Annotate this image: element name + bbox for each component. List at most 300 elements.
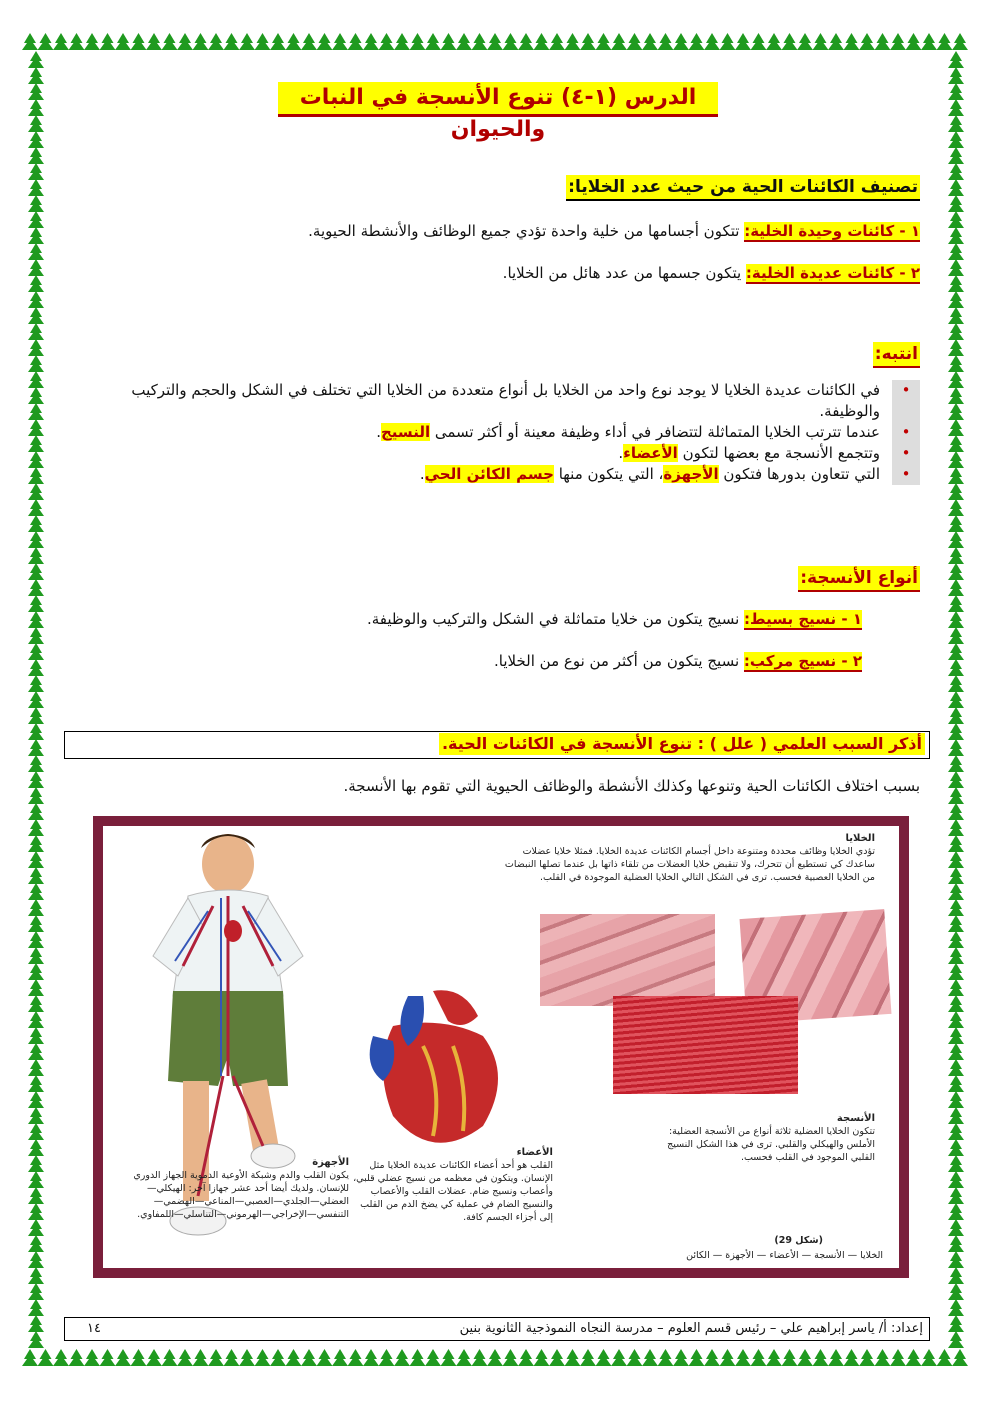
tree-icon [28,451,44,468]
tree-icon [425,33,441,50]
item-text: يتكون جسمها من عدد هائل من الخلايا. [502,264,746,282]
tree-icon [332,1349,348,1366]
item-text: تتكون أجسامها من خلية واحدة تؤدي جميع الوظائف والأنشطة الحيوية. [308,222,745,240]
tree-icon [534,33,550,50]
tree-icon [270,33,286,50]
tree-icon [565,1349,581,1366]
tree-icon [766,1349,782,1366]
tree-icon [859,33,875,50]
tree-icon [948,179,964,196]
tree-icon [348,33,364,50]
tree-icon [948,467,964,484]
tree-icon [208,33,224,50]
tree-icon [28,531,44,548]
tree-icon [948,1139,964,1156]
tree-icon [28,1283,44,1300]
term-organism: جسم الكائن الحي [424,465,554,483]
tree-icon [948,1283,964,1300]
tree-icon [28,339,44,356]
tree-icon [813,33,829,50]
tree-icon [704,1349,720,1366]
tree-icon [580,1349,596,1366]
tree-icon [394,33,410,50]
bullet-text: وتتجمع الأنسجة مع بعضها لتكون [677,444,880,462]
tree-icon [410,1349,426,1366]
tree-icon [782,33,798,50]
tree-icon [844,33,860,50]
tree-icon [28,563,44,580]
tree-icon [948,691,964,708]
tree-icon [948,211,964,228]
tree-icon [115,1349,131,1366]
list-item [82,422,920,443]
tree-icon [100,33,116,50]
tree-icon [948,51,964,68]
tree-icon [239,1349,255,1366]
tree-icon [689,33,705,50]
tree-icon [689,1349,705,1366]
tree-icon [948,899,964,916]
tree-icon [425,1349,441,1366]
tree-icon [948,483,964,500]
tree-icon [948,1091,964,1108]
tree-icon [503,1349,519,1366]
tree-icon [162,33,178,50]
tree-icon [952,1349,968,1366]
classification-item-1 [60,220,920,242]
tree-icon [131,33,147,50]
tree-icon [948,579,964,596]
tree-icon [28,1075,44,1092]
tree-icon [472,1349,488,1366]
figure-caption: الخلايا — الأنسجة — الأعضاء — الأجهزة — الكائن [686,1250,883,1261]
tree-icon [28,131,44,148]
tree-icon [28,1027,44,1044]
tree-icon [28,675,44,692]
item-label: ٢ - نسيج مركب: [743,652,862,670]
tree-icon [146,33,162,50]
tree-icon [948,99,964,116]
tree-icon [720,1349,736,1366]
tree-icon [379,1349,395,1366]
tree-icon [193,1349,209,1366]
tree-icon [673,33,689,50]
tree-icon [875,33,891,50]
tree-icon [28,835,44,852]
tissue-types-heading: أنواع الأنسجة: [798,566,920,592]
tree-icon [28,275,44,292]
tree-icon [28,755,44,772]
author-credit: إعداد: أ/ ياسر إبراهيم علي – رئيس قسم العلوم – مدرسة النجاه النموذجية الثانوية بنين [459,1321,923,1336]
tree-icon [255,33,271,50]
tree-icon [948,1075,964,1092]
tree-icon [84,33,100,50]
tree-icon [503,33,519,50]
tree-icon [28,995,44,1012]
item-label: ١ - كائنات وحيدة الخلية: [744,222,920,240]
tree-icon [549,1349,565,1366]
tree-icon [596,1349,612,1366]
tree-icon [301,33,317,50]
tree-icon [131,1349,147,1366]
item-text: نسيج يتكون من خلايا متماثلة في الشكل والتركيب والوظيفة. [366,610,745,628]
tree-icon [28,1139,44,1156]
tree-icon [28,643,44,660]
tree-icon [948,371,964,388]
tree-icon [28,147,44,164]
tree-icon [28,323,44,340]
tree-icon [704,33,720,50]
note-heading: انتبه: [873,342,920,368]
tree-icon [177,1349,193,1366]
tree-icon [875,1349,891,1366]
tree-icon [28,1203,44,1220]
tree-icon [948,115,964,132]
punct: . [419,465,425,483]
tree-icon [28,691,44,708]
tree-icon [28,1011,44,1028]
cells-text: تؤدي الخلايا وظائف محددة ومتنوعة داخل أجسام الكائنات عديدة الخلايا. فمثلا خلايا عضلات ساعدك كي تستطيع أن تتحرك، ولا تنقبض خلايا العضلات من تلقاء ذاتها بل عندما تصلها النبضات من الخلايا العصبية فحسب. ترى في الشكل التالي الخلايا العضلية الموجودة في القلب. [504,846,875,883]
tree-icon [948,1251,964,1268]
tree-icon [28,83,44,100]
tissue-figure [93,816,909,1278]
tree-icon [28,435,44,452]
tree-icon [813,1349,829,1366]
tree-icon [28,99,44,116]
bullet-text: عندما تترتب الخلايا المتماثلة لتتضافر في أداء وظيفة معينة أو أكثر تسمى [430,423,880,441]
tree-icon [948,403,964,420]
item-text: نسيج يتكون من أكثر من نوع من الخلايا. [494,652,744,670]
tree-icon [363,1349,379,1366]
muscle-tissue-image-3 [613,996,798,1094]
heart-illustration [353,986,523,1166]
muscle-tissue-image-1 [540,914,715,1006]
tree-icon [658,33,674,50]
tree-icon [28,403,44,420]
tree-icon [28,963,44,980]
punct: . [376,423,381,441]
term-systems: الأجهزة [663,465,719,483]
tree-icon [782,1349,798,1366]
tree-icon [658,1349,674,1366]
tree-icon [642,33,658,50]
systems-text: يكون القلب والدم وشبكة الأوعية الدموية الجهاز الدوري للإنسان. ولديك أيضا أحد عشر جهازا آخر: الهيكلي—العضلي—الجلدي—العصبي—المناعي—الهضمي—التنفسي—الإخراجي—الهرموني—التناسلي—اللمفاوي. [133,1170,349,1220]
tree-icon [948,515,964,532]
tree-icon [410,33,426,50]
tree-icon [255,1349,271,1366]
tree-icon [948,1107,964,1124]
tree-icon [28,67,44,84]
tree-icon [735,33,751,50]
tree-icon [948,1219,964,1236]
tree-icon [948,499,964,516]
tree-icon [948,1123,964,1140]
tree-icon [28,915,44,932]
tree-icon [948,1059,964,1076]
list-item [82,443,920,464]
tree-icon [115,33,131,50]
tree-icon [28,515,44,532]
tree-icon [28,867,44,884]
tree-icon [28,419,44,436]
organs-title: الأعضاء [516,1147,553,1158]
tree-icon [906,33,922,50]
tree-icon [948,131,964,148]
tree-icon [69,1349,85,1366]
tree-icon [948,195,964,212]
tree-icon [456,1349,472,1366]
tree-icon [751,33,767,50]
classification-item-2 [60,262,920,284]
tree-icon [948,675,964,692]
tree-icon [28,179,44,196]
bullet-icon: • [892,464,920,485]
tree-icon [69,33,85,50]
classification-heading: تصنيف الكائنات الحية من حيث عدد الخلايا: [566,175,920,201]
tree-icon [28,1219,44,1236]
tree-icon [28,1059,44,1076]
tree-icon [948,1331,964,1348]
tree-icon [317,1349,333,1366]
organs-text: القلب هو أحد أعضاء الكائنات عديدة الخلايا مثل الإنسان. ويتكون في معظمه من نسيج عضلي قلبي، وأعصاب ونسيج ضام. عضلات القلب والأعصاب والنسيج الضام في عملية كي يضخ الدم من القلب إلى أجزاء الجسم كافة. [353,1160,553,1223]
term-tissue: النسيج [381,423,431,441]
tree-icon [28,467,44,484]
figure-paper [103,826,899,1268]
tree-icon [948,867,964,884]
tissues-caption [645,1112,875,1164]
tree-icon [948,1203,964,1220]
tree-icon [642,1349,658,1366]
tree-icon [948,659,964,676]
list-item [82,380,920,422]
tree-icon [948,547,964,564]
tree-icon [22,1349,38,1366]
tree-icon [948,259,964,276]
systems-caption [129,1156,349,1221]
item-label: ١ - نسيج بسيط: [744,610,862,628]
tree-icon [28,1107,44,1124]
tree-icon [948,883,964,900]
tree-icon [948,243,964,260]
tree-icon [948,723,964,740]
tree-icon [611,1349,627,1366]
bullet-text: ، التي يتكون منها [553,465,664,483]
tree-icon [906,1349,922,1366]
tree-icon [948,627,964,644]
tree-icon [28,1331,44,1348]
tree-icon [948,1043,964,1060]
tree-icon [162,1349,178,1366]
tree-icon [534,1349,550,1366]
tree-icon [565,33,581,50]
tree-icon [948,787,964,804]
tree-icon [948,355,964,372]
reason-box [64,731,930,759]
bullet-icon: • [892,443,920,464]
tree-icon [472,33,488,50]
tree-icon [28,819,44,836]
tree-icon [28,787,44,804]
tree-icon [948,947,964,964]
tree-icon [28,771,44,788]
tree-icon [948,339,964,356]
note-list [82,380,920,485]
tree-icon [828,1349,844,1366]
tree-icon [28,547,44,564]
tree-icon [28,387,44,404]
tree-icon [948,1267,964,1284]
tree-icon [28,947,44,964]
tree-icon [363,33,379,50]
page-title: الدرس (١-٤) تنوع الأنسجة في النبات والحيوان [278,82,718,117]
tree-icon [948,67,964,84]
tree-icon [518,1349,534,1366]
tree-icon [948,307,964,324]
tree-icon [53,33,69,50]
tree-icon [28,611,44,628]
bullet-icon: • [892,380,920,422]
tree-icon [948,755,964,772]
tree-icon [301,1349,317,1366]
tree-icon [948,1299,964,1316]
tree-icon [28,115,44,132]
tree-icon [317,33,333,50]
tree-icon [948,1011,964,1028]
tree-icon [28,259,44,276]
tree-icon [948,611,964,628]
tree-icon [270,1349,286,1366]
tree-icon [28,899,44,916]
tree-icon [28,595,44,612]
tree-icon [28,803,44,820]
tissue-item-2 [60,650,862,672]
tree-icon [844,1349,860,1366]
tree-icon [28,211,44,228]
tree-icon [28,243,44,260]
figure-label: (شكل 29) [774,1235,823,1246]
tree-icon [948,83,964,100]
tree-icon [100,1349,116,1366]
tree-icon [28,1043,44,1060]
tree-icon [948,275,964,292]
tree-icon [948,435,964,452]
tree-icon [28,723,44,740]
tree-icon [286,33,302,50]
tree-icon [948,1235,964,1252]
tree-icon [487,33,503,50]
tree-icon [937,1349,953,1366]
tree-icon [28,1267,44,1284]
tree-icon [948,419,964,436]
tree-icon [28,1251,44,1268]
tree-icon [441,33,457,50]
tree-icon [890,33,906,50]
tree-icon [28,931,44,948]
tree-icon [580,33,596,50]
tree-icon [146,1349,162,1366]
tissues-title: الأنسجة [836,1113,875,1124]
tree-icon [948,707,964,724]
tree-icon [28,1315,44,1332]
tree-icon [948,835,964,852]
tree-icon [948,819,964,836]
tree-icon [948,387,964,404]
tree-icon [921,33,937,50]
tree-icon [948,451,964,468]
tree-icon [735,1349,751,1366]
tree-icon [22,33,38,50]
tree-icon [28,1171,44,1188]
tissues-text: تتكون الخلايا العضلية ثلاثة أنواع من الأنسجة العضلية: الأملس والهيكلي والقلبي. ترى في هذا الشكل النسيج القلبي الموجود في القلب فحسب. [667,1126,875,1163]
tree-icon [487,1349,503,1366]
tree-icon [379,33,395,50]
tree-icon [286,1349,302,1366]
reason-answer: بسبب اختلاف الكائنات الحية وتنوعها وكذلك الأنشطة والوظائف الحيوية التي تقوم بها الأنسجة. [343,777,920,795]
systems-title: الأجهزة [312,1157,349,1168]
tree-icon [948,851,964,868]
tree-icon [441,1349,457,1366]
tree-icon [28,371,44,388]
reason-question: أذكر السبب العلمي ( علل ) : تنوع الأنسجة في الكائنات الحية. [439,733,925,755]
tree-icon [948,323,964,340]
item-label: ٢ - كائنات عديدة الخلية: [745,264,920,282]
tree-icon [28,291,44,308]
tree-icon [948,291,964,308]
tree-icon [348,1349,364,1366]
tree-icon [28,1235,44,1252]
page-number: ١٤ [87,1321,101,1336]
tree-icon [28,51,44,68]
tree-icon [456,33,472,50]
tree-icon [394,1349,410,1366]
tree-icon [549,33,565,50]
tree-icon [596,33,612,50]
tree-icon [28,627,44,644]
tree-icon [766,33,782,50]
tree-icon [28,483,44,500]
tree-icon [28,307,44,324]
tree-icon [828,33,844,50]
tree-icon [720,33,736,50]
list-item [82,464,920,485]
tree-icon [948,1027,964,1044]
tree-icon [84,1349,100,1366]
tree-icon [38,33,54,50]
tree-icon [28,1123,44,1140]
tree-icon [948,227,964,244]
tree-icon [797,33,813,50]
tissue-item-1 [60,608,862,630]
tree-icon [948,643,964,660]
tree-icon [859,1349,875,1366]
cells-title: الخلايا [845,833,875,844]
tree-icon [53,1349,69,1366]
tree-icon [28,227,44,244]
tree-icon [948,739,964,756]
tree-icon [948,915,964,932]
tree-icon [673,1349,689,1366]
tree-icon [890,1349,906,1366]
tree-icon [28,163,44,180]
tree-icon [208,1349,224,1366]
cells-caption [495,832,875,884]
tree-icon [627,1349,643,1366]
page-footer [64,1317,930,1341]
tree-icon [177,33,193,50]
tree-icon [28,579,44,596]
tree-icon [224,33,240,50]
tree-icon [948,995,964,1012]
